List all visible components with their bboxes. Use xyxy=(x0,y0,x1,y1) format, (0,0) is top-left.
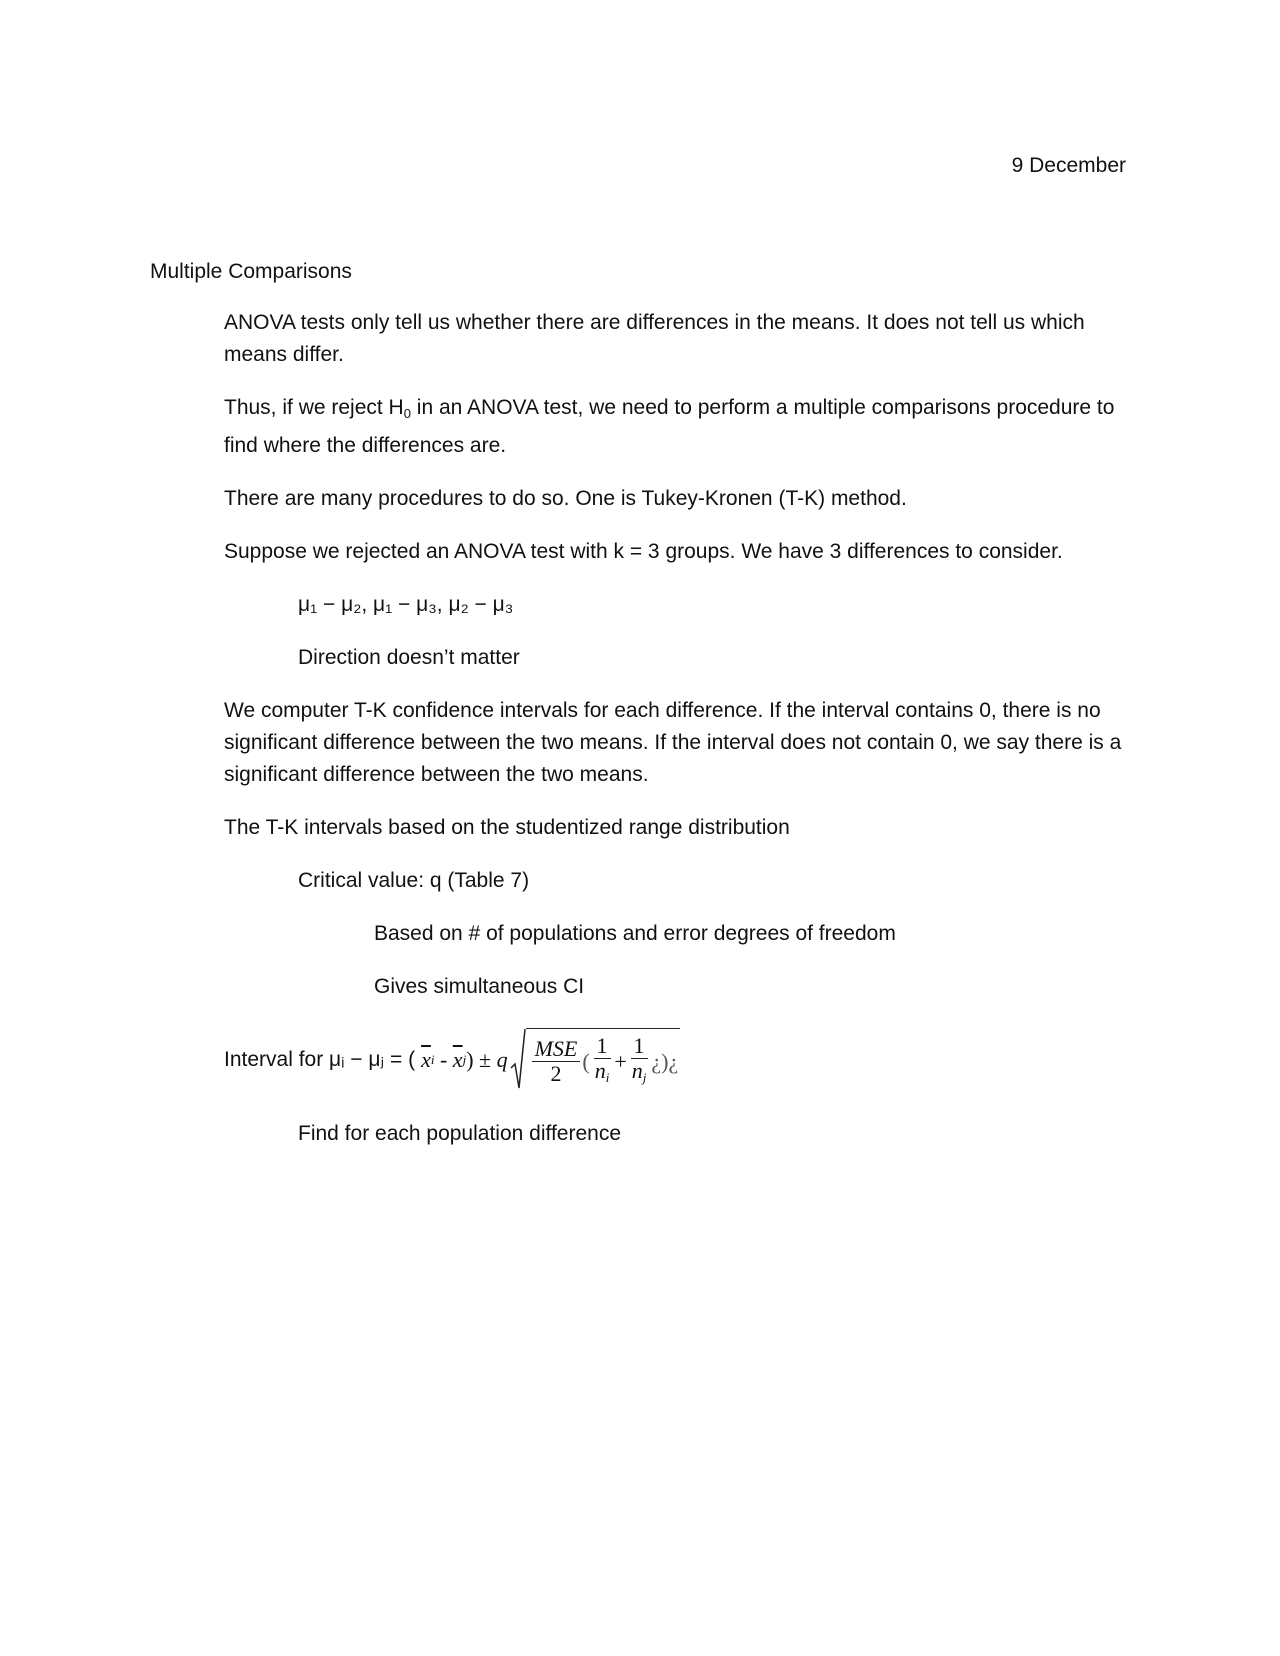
inverted-question-mark: ¿ xyxy=(651,1048,662,1074)
date-header: 9 December xyxy=(1011,154,1126,177)
one-over-ni xyxy=(592,1034,613,1090)
document-body xyxy=(224,307,1134,1171)
n-i: n xyxy=(594,1057,606,1083)
based-on-note: Based on # of populations and error degrees of freedom xyxy=(374,922,896,945)
square-root xyxy=(510,1028,681,1092)
direction-note: Direction doesn’t matter xyxy=(298,646,520,669)
mse-numerator: MSE xyxy=(532,1037,581,1062)
open-paren: ( xyxy=(582,1048,590,1074)
sub-j: j xyxy=(462,1052,467,1067)
radical-sign-icon xyxy=(510,1028,526,1092)
paragraph-anova-limits: ANOVA tests only tell us whether there are differences in the means. It does not tell us which means differ. xyxy=(224,311,1085,366)
xbar-j: $\overline{x}$ xyxy=(452,1047,463,1072)
h0-subscript: 0 xyxy=(403,406,411,421)
ni-denominator xyxy=(592,1059,613,1090)
formula-expression xyxy=(421,1028,680,1092)
paragraph-ci-interpretation: We computer T-K confidence intervals for each difference. If the interval contains 0, there is no significant difference between the two means. If the interval does not contain 0, we say there is a significant difference between the two means. xyxy=(224,699,1122,786)
sub-i: i xyxy=(430,1052,435,1067)
xbar-i: $\overline{x}$ xyxy=(421,1047,431,1072)
n-sub-j: j xyxy=(642,1069,647,1085)
q-symbol: q xyxy=(496,1047,508,1072)
one-over-nj xyxy=(629,1034,650,1090)
one-j-numerator: 1 xyxy=(631,1034,648,1059)
section-title: Multiple Comparisons xyxy=(150,260,352,283)
plus-minus: ± xyxy=(473,1047,497,1072)
simultaneous-ci-note: Gives simultaneous CI xyxy=(374,975,585,998)
mse-over-2 xyxy=(532,1037,581,1086)
paragraph-k-groups: Suppose we rejected an ANOVA test with k = 3 groups. We have 3 differences to consider. xyxy=(224,540,1063,563)
n-sub-i: i xyxy=(605,1069,610,1085)
n-j: n xyxy=(631,1057,643,1083)
formula-minus: - xyxy=(434,1047,453,1072)
differences-list: μ₁ − μ₂, μ₁ − μ₃, μ₂ − μ₃ xyxy=(298,593,514,616)
mse-denominator: 2 xyxy=(550,1061,562,1086)
interval-formula xyxy=(224,1024,1134,1096)
radicand xyxy=(526,1028,681,1092)
paragraph-procedures: There are many procedures to do so. One is Tukey-Kronen (T-K) method. xyxy=(224,487,907,510)
paragraph-tk-intervals: The T-K intervals based on the studentized range distribution xyxy=(224,816,790,839)
interval-label: Interval for μᵢ − μⱼ = ( xyxy=(224,1048,416,1071)
p2-before: Thus, if we reject H xyxy=(224,396,404,419)
find-each-note: Find for each population difference xyxy=(298,1122,621,1145)
nj-denominator xyxy=(629,1059,650,1090)
critical-value-note: Critical value: q (Table 7) xyxy=(298,869,530,892)
inner-plus: + xyxy=(614,1048,627,1074)
paragraph-reject-h0 xyxy=(224,392,1134,462)
one-i-numerator: 1 xyxy=(594,1034,611,1059)
p2-after: in an ANOVA test, we need to perform a multiple comparisons procedure to find where the differences are. xyxy=(224,396,1115,457)
formula-tail: )¿ xyxy=(661,1048,679,1074)
formula-close-paren: ) xyxy=(466,1047,474,1072)
